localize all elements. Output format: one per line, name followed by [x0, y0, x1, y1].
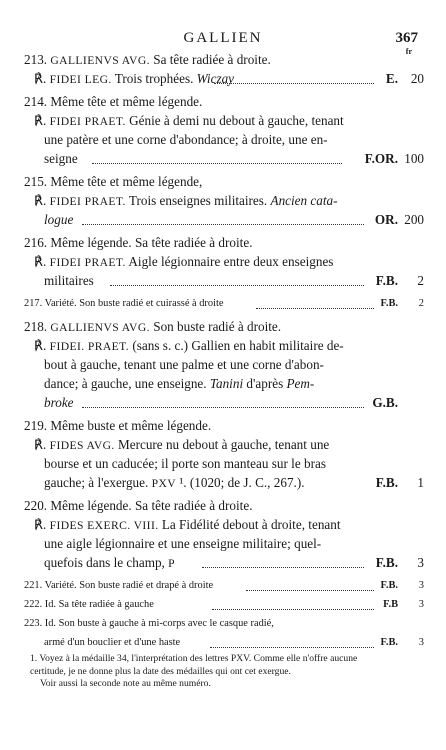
- entry-text: [34, 336, 344, 355]
- source-text: Pem-: [286, 376, 315, 391]
- source-text: logue: [44, 212, 74, 227]
- entry-text: [44, 454, 326, 473]
- text-segment: ℟.: [34, 254, 50, 269]
- price-value: 2: [417, 273, 424, 288]
- entry-line: [24, 233, 424, 252]
- entry-text: [44, 473, 305, 492]
- metal-rarity-code: F.B.: [380, 580, 398, 591]
- text-segment: ℟.: [34, 437, 50, 452]
- legend-text: FIDEI. PRAET.: [49, 340, 130, 353]
- text-segment: ¹. (1020; de J. C., 267.).: [176, 475, 305, 490]
- entry-text: [24, 614, 274, 633]
- legend-text: FIDES AVG.: [49, 439, 115, 452]
- text-segment: Son buste radié à droite.: [149, 319, 282, 334]
- price-value: 20: [410, 71, 424, 86]
- text-segment: Aigle légionnaire entre deux enseignes: [125, 254, 334, 269]
- source-text: Tanini: [209, 376, 244, 391]
- text-segment: ℟.: [34, 517, 50, 532]
- text-segment: quefois dans le champ,: [44, 555, 169, 570]
- text-segment: 220. Même légende. Sa tête radiée à droite.: [24, 498, 253, 513]
- text-segment: gauche; à l'exergue.: [44, 475, 152, 490]
- entry-line: [24, 435, 424, 454]
- text-segment: une patère et une corne d'abondance; à droite, une en-: [44, 132, 328, 147]
- entry-text: [44, 130, 328, 149]
- entry-text: [24, 233, 253, 252]
- dot-leader: [82, 407, 364, 408]
- entry-text: [44, 534, 321, 553]
- metal-rarity-code: F.B.: [380, 298, 398, 309]
- text-segment: Trois trophées.: [111, 71, 197, 86]
- footnote-line: Voir aussi la seconde note au même numéro.: [40, 678, 211, 689]
- metal-rarity-code: G.B.: [372, 395, 398, 410]
- catalog-entries: [24, 50, 424, 652]
- entry-line: [24, 374, 424, 393]
- text-segment: ℟.: [34, 193, 50, 208]
- entry-line: [24, 336, 424, 355]
- legend-text: GALLIENVS AVG.: [50, 54, 150, 67]
- entry-text: [34, 111, 344, 130]
- entry-text: [34, 515, 341, 534]
- price-value: 1: [417, 475, 424, 490]
- text-segment: La Fidélité debout à droite, tenant: [158, 517, 341, 532]
- text-segment: une aigle légionnaire et une enseigne militaire; quel-: [44, 536, 322, 551]
- metal-rarity-code: E.: [385, 71, 398, 86]
- text-segment: 218.: [24, 319, 51, 334]
- entry-line: [24, 191, 424, 210]
- price-value: 3: [417, 555, 424, 570]
- signature-mark: fr: [405, 47, 412, 56]
- entry-line: [24, 271, 424, 290]
- text-segment: ℟.: [34, 71, 50, 86]
- entry-text: [24, 172, 202, 191]
- text-segment: ℟.: [34, 113, 50, 128]
- entry-line: [24, 69, 424, 88]
- entry-text: [44, 553, 175, 572]
- source-text: broke: [44, 395, 74, 410]
- text-segment: 217. Variété. Son buste radié et cuirassé à droite: [24, 298, 224, 309]
- text-segment: 221. Variété. Son buste radié et drapé à droite: [24, 580, 214, 591]
- entry-line: [24, 496, 424, 515]
- text-segment: armé d'un bouclier et d'une haste: [44, 637, 181, 648]
- legend-text: FIDES EXERC. VIII.: [49, 519, 159, 532]
- entry-text: [24, 50, 271, 69]
- text-segment: Trois enseignes militaires.: [125, 193, 271, 208]
- entry-line: [24, 416, 424, 435]
- footnote-line: certitude, je ne donne plus la date des médailles qui ont cet exergue.: [30, 665, 291, 677]
- entry-line: [24, 252, 424, 271]
- dot-leader: [92, 163, 342, 164]
- entry-line: [24, 92, 424, 111]
- text-segment: dance; à gauche, une enseigne.: [44, 376, 210, 391]
- entry-text: [34, 252, 333, 271]
- legend-text: FIDEI LEG.: [49, 73, 112, 86]
- metal-rarity-code: F.B.: [375, 555, 398, 570]
- entry-line: [24, 595, 424, 614]
- legend-text: FIDEI PRAET.: [49, 256, 126, 269]
- entry-text: [24, 595, 154, 614]
- price-value: 200: [404, 212, 424, 227]
- price-value: 3: [418, 599, 424, 610]
- metal-rarity-code: F.B.: [375, 273, 398, 288]
- legend-text: GALLIENVS AVG.: [50, 321, 150, 334]
- entry-text: [44, 210, 73, 229]
- entry-line: [24, 633, 424, 652]
- entry-text: [34, 69, 234, 88]
- text-segment: seigne: [44, 151, 78, 166]
- price-value: 100: [404, 151, 424, 166]
- legend-text: PXV: [151, 477, 177, 490]
- footnotes: [30, 653, 420, 691]
- entry-line: [24, 454, 424, 473]
- entry-line: [24, 614, 424, 633]
- entry-line: [24, 149, 424, 168]
- entry-line: [24, 111, 424, 130]
- legend-text: P: [168, 557, 176, 570]
- price-value: 3: [418, 580, 424, 591]
- entry-text: [44, 271, 94, 290]
- entry-line: [24, 210, 424, 229]
- text-segment: Mercure nu debout à gauche, tenant une: [114, 437, 330, 452]
- metal-rarity-code: OR.: [374, 212, 398, 227]
- entry-line: [24, 50, 424, 69]
- dot-leader: [214, 83, 374, 84]
- price-value: 2: [418, 298, 424, 309]
- dot-leader: [212, 609, 374, 610]
- entry-line: [24, 172, 424, 191]
- entry-line: [24, 393, 424, 412]
- metal-rarity-code: F.B.: [380, 637, 398, 648]
- entry-line: [24, 355, 424, 374]
- entry-text: [44, 393, 74, 412]
- source-text: Ancien cata-: [270, 193, 338, 208]
- text-segment: bourse et un caducée; il porte son manteau sur le bras: [44, 456, 326, 471]
- text-segment: 216. Même légende. Sa tête radiée à droite.: [24, 235, 253, 250]
- legend-text: FIDEI PRAET.: [49, 195, 126, 208]
- entry-text: [24, 92, 202, 111]
- dot-leader: [82, 224, 364, 225]
- entry-text: [24, 576, 213, 595]
- price-value: 3: [418, 637, 424, 648]
- dot-leader: [246, 590, 374, 591]
- text-segment: Génie à demi nu debout à gauche, tenant: [125, 113, 344, 128]
- running-title: GALLIEN: [183, 30, 263, 46]
- text-segment: Sa tête radiée à droite.: [149, 52, 271, 67]
- text-segment: (sans s. c.) Gallien en habit militaire de-: [129, 338, 344, 353]
- entry-text: [44, 374, 314, 393]
- dot-leader: [202, 567, 364, 568]
- source-text: Wiczay: [196, 71, 235, 86]
- page-number: 367: [395, 30, 418, 46]
- entry-line: [24, 576, 424, 595]
- entry-line: [24, 553, 424, 572]
- metal-rarity-code: F.B.: [375, 475, 398, 490]
- entry-text: [24, 496, 253, 515]
- footnote-line: 1. Voyez à la médaille 34, l'interprétation des lettres PXV. Comme elle n'offre aucune: [30, 653, 358, 664]
- text-segment: 223. Id. Son buste à gauche à mi-corps avec le casque radié,: [24, 618, 274, 629]
- entry-line: [24, 130, 424, 149]
- text-segment: ℟.: [34, 338, 50, 353]
- entry-line: [24, 294, 424, 313]
- text-segment: 213.: [24, 52, 51, 67]
- metal-rarity-code: F.OR.: [364, 151, 398, 166]
- text-segment: 222. Id. Sa tête radiée à gauche: [24, 599, 154, 610]
- dot-leader: [110, 285, 364, 286]
- entry-text: [34, 191, 338, 210]
- metal-rarity-code: F.B: [383, 599, 398, 610]
- entry-text: [44, 633, 180, 652]
- entry-line: [24, 317, 424, 336]
- dot-leader: [210, 647, 374, 648]
- text-segment: 214. Même tête et même légende.: [24, 94, 203, 109]
- entry-text: [24, 294, 223, 313]
- page-header: [0, 30, 446, 56]
- text-segment: d'après: [243, 376, 287, 391]
- entry-line: [24, 473, 424, 492]
- entry-line: [24, 534, 424, 553]
- text-segment: bout à gauche, tenant une palme et une corne d'abon-: [44, 357, 324, 372]
- entry-text: [24, 317, 281, 336]
- entry-line: [24, 515, 424, 534]
- legend-text: FIDEI PRAET.: [49, 115, 126, 128]
- dot-leader: [256, 308, 374, 309]
- entry-text: [44, 355, 324, 374]
- text-segment: 219. Même buste et même légende.: [24, 418, 212, 433]
- text-segment: militaires: [44, 273, 94, 288]
- entry-text: [44, 149, 78, 168]
- entry-text: [34, 435, 329, 454]
- text-segment: 215. Même tête et même légende,: [24, 174, 203, 189]
- entry-text: [24, 416, 211, 435]
